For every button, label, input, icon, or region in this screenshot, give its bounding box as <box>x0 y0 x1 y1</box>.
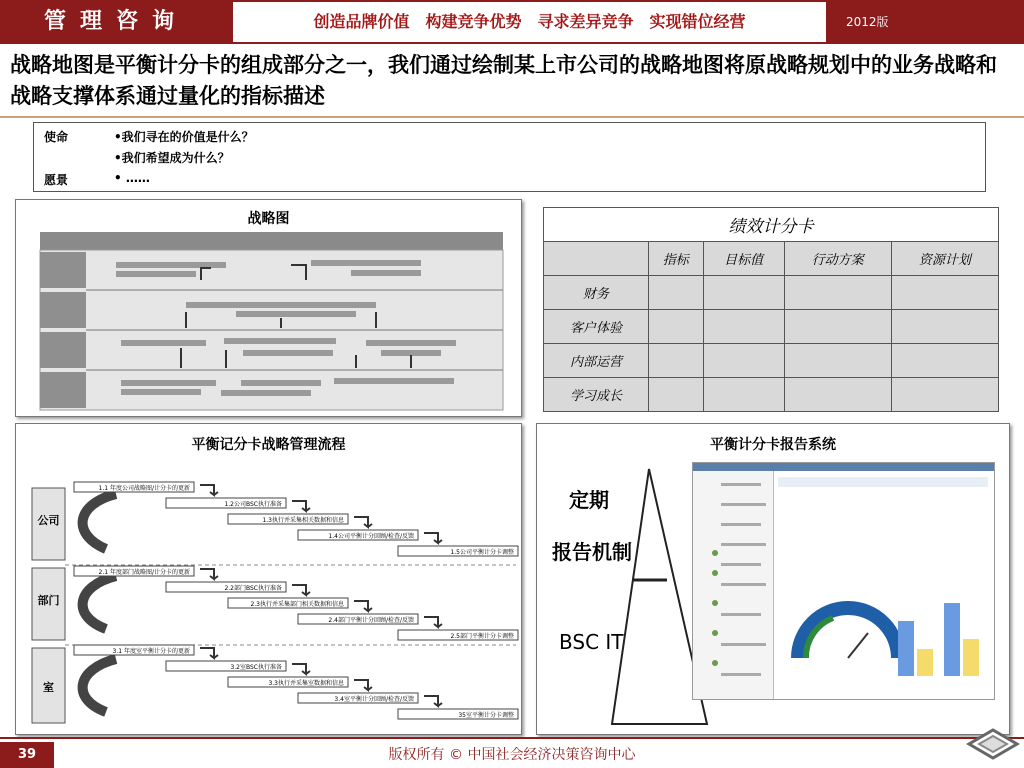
logo-icon <box>965 726 1021 762</box>
scorecard-row-label: 客户体验 <box>544 310 649 344</box>
footer-rule <box>0 737 1024 739</box>
performance-scorecard <box>543 207 999 412</box>
copyright: 版权所有 © 中国社会经济决策咨询中心 <box>388 747 636 763</box>
header-edition: 2012版 <box>846 15 889 29</box>
lane-label: 公司 <box>37 514 60 527</box>
process-step-label: 2.3执行并采集部门相关数据和信息 <box>250 601 344 608</box>
header-slogan: 创造品牌价值 构建竞争优势 寻求差异竞争 实现错位经营 <box>233 2 826 42</box>
table-row <box>544 378 999 412</box>
process-step-label: 3.1 年度室平衡计分卡的更新 <box>112 648 190 655</box>
vision-label: 愿景 <box>44 173 69 187</box>
process-arrow <box>292 501 310 511</box>
process-arrow <box>354 517 372 527</box>
header-brand: 管理咨询 <box>0 0 232 44</box>
process-title: 平衡记分卡战略管理流程 <box>191 437 346 453</box>
process-arrow <box>200 569 218 579</box>
lane-label: 部门 <box>37 594 60 607</box>
process-arrow <box>292 664 310 674</box>
table-row <box>544 344 999 378</box>
process-arrow <box>424 533 442 543</box>
process-arrow <box>424 617 442 627</box>
process-step-label: 35室平衡计分卡调整 <box>458 712 514 719</box>
process-step-label: 2.5部门平衡计分卡调整 <box>450 633 514 640</box>
strategy-map-panel <box>15 199 522 417</box>
strategy-map-graphic <box>16 200 521 416</box>
strategy-map-title: 战略图 <box>247 211 290 227</box>
process-arrow <box>292 585 310 595</box>
bsc-it-screenshot <box>692 462 995 700</box>
process-step-label: 1.4公司平衡计分回顾/检查/反馈 <box>328 533 414 540</box>
scorecard-title: 绩效计分卡 <box>544 208 999 242</box>
page-number: 39 <box>0 742 54 768</box>
process-arrow <box>424 696 442 706</box>
mission-line: •我们希望成为什么？ <box>114 151 230 165</box>
scorecard-row-label: 内部运营 <box>544 344 649 378</box>
report-label: BSC IT <box>559 630 624 654</box>
process-step-label: 1.2公司BSC执行准备 <box>224 501 282 508</box>
process-arrow <box>200 648 218 658</box>
scorecard-col: 指标 <box>649 242 704 276</box>
mission-label: 使命 <box>44 130 69 144</box>
process-step-label: 2.4部门平衡计分回顾/检查/反馈 <box>328 617 414 624</box>
process-step-label: 1.3执行并采集相关数据和信息 <box>262 517 344 524</box>
mission-line: • …… <box>114 171 150 185</box>
mission-line: •我们寻在的价值是什么？ <box>114 130 254 144</box>
process-step-label: 1.1 年度公司战略图/计分卡的更新 <box>98 485 190 492</box>
process-step-label: 3.4室平衡计分回顾/检查/反馈 <box>334 696 414 703</box>
process-step-label: 3.2室BSC执行准备 <box>230 664 282 671</box>
scorecard-col: 行动方案 <box>784 242 891 276</box>
lane-label: 室 <box>43 681 54 694</box>
page-title: 战略地图是平衡计分卡的组成部分之一，我们通过绘制某上市公司的战略地图将原战略规划中的业务战略和战略支撑体系通过量化的指标描述 <box>10 53 997 108</box>
process-arrow <box>354 601 372 611</box>
scorecard-row-label: 财务 <box>544 276 649 310</box>
process-step-label: 2.2部门BSC执行准备 <box>224 585 282 592</box>
process-flow-graphic <box>16 424 521 734</box>
table-row <box>544 276 999 310</box>
scorecard-col: 目标值 <box>703 242 784 276</box>
process-arrow <box>354 680 372 690</box>
scorecard-col: 资源计划 <box>891 242 998 276</box>
process-arrow <box>200 485 218 495</box>
process-step-label: 1.5公司平衡计分卡调整 <box>450 549 514 556</box>
scorecard-row-label: 学习成长 <box>544 378 649 412</box>
report-label: 定期 <box>569 488 609 512</box>
report-label: 报告机制 <box>552 540 632 564</box>
mission-box <box>33 122 986 192</box>
process-step-label: 3.3执行并采集室数据和信息 <box>268 680 344 687</box>
table-row <box>544 310 999 344</box>
title-divider <box>0 116 1024 118</box>
process-step-label: 2.1 年度部门战略图/计分卡的更新 <box>98 569 190 576</box>
report-title: 平衡计分卡报告系统 <box>710 437 836 453</box>
process-panel <box>15 423 522 735</box>
